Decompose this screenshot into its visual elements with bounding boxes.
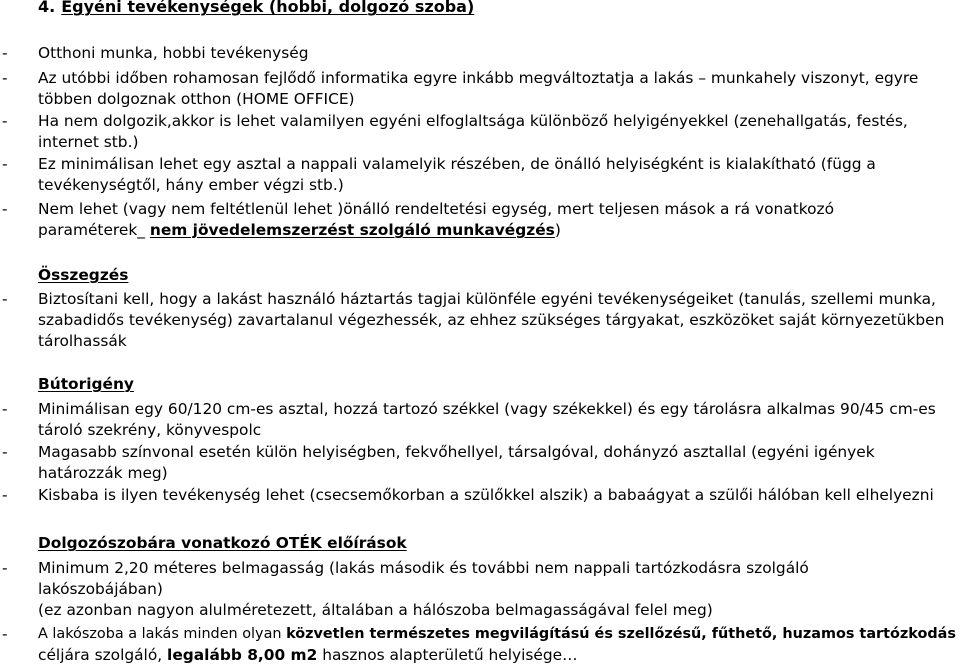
bullet-dash: - <box>2 400 8 418</box>
line-text: ) <box>554 221 561 239</box>
emphasis-text: legalább 8,00 m2 <box>167 646 318 664</box>
bullet-dash: - <box>2 200 8 218</box>
list-item-line: tevékenységtől, hány ember végzi stb.) <box>38 176 344 194</box>
section-heading: Összegzés <box>38 266 129 284</box>
note-text: (ez azonban nagyon alulméretezett, általában a hálószoba belmagasságával felel meg) <box>38 601 713 619</box>
emphasis-text: közvetlen természetes megvilágítású és szellőzésű, fűthető, huzamos tartózkodás <box>286 626 956 642</box>
list-item-line: Minimálisan egy 60/120 cm-es asztal, hozzá tartozó székkel (vagy székekkel) és egy tárolásra alkalmas 90/45 cm-es <box>38 400 936 418</box>
list-item-line: lakószobájában) <box>38 580 163 598</box>
list-item-line: Az utóbbi időben rohamosan fejlődő informatika egyre inkább megváltoztatja a lakás – munkahely viszonyt, egyre <box>38 69 919 87</box>
list-item-line: szabadidős tevékenység) zavartalanul végezhessék, az ehhez szükséges tárgyakat, eszközöket saját környezetükben <box>38 311 945 329</box>
list-item-line <box>38 624 956 645</box>
list-item-line: internet stb.) <box>38 133 139 151</box>
line-text: A lakószoba a lakás minden olyan <box>38 626 287 642</box>
section-number: 4. <box>38 0 56 16</box>
bullet-dash: - <box>2 625 8 643</box>
bullet-dash: - <box>2 443 8 461</box>
list-item-line <box>38 220 956 241</box>
list-item-line: Ez minimálisan lehet egy asztal a nappali valamelyik részében, de önálló helyiségként is kialakítható (függ a <box>38 155 876 173</box>
section-heading: Bútorigény <box>38 375 134 393</box>
list-item-line: Kisbaba is ilyen tevékenység lehet (csecsemőkorban a szülőkkel alszik) a babaágyat a szülői hálóban kell elhelyezni <box>38 486 934 504</box>
list-item-line: Minimum 2,20 méteres belmagasság (lakás második és további nem nappali tartózkodásra szolgáló <box>38 559 809 577</box>
bullet-dash: - <box>2 69 8 87</box>
list-item-line: Magasabb színvonal esetén külön helyiségben, fekvőhellyel, társalgóval, dohányzó asztallal (egyéni igények <box>38 443 875 461</box>
list-item-line: tárolhassák <box>38 332 127 350</box>
section-title-text: Egyéni tevékenységek (hobbi, dolgozó szoba) <box>61 0 475 16</box>
list-item-line: Nem lehet (vagy nem feltétlenül lehet )önálló rendeltetési egység, mert teljesen mások a rá vonatkozó <box>38 200 835 218</box>
bullet-dash: - <box>2 559 8 577</box>
list-item-line: Ha nem dolgozik,akkor is lehet valamilyen egyéni elfoglaltsága különböző helyigényekkel (zenehallgatás, festés, <box>38 112 908 130</box>
bullet-dash: - <box>2 290 8 308</box>
bullet-dash: - <box>2 486 8 504</box>
section-title <box>38 0 474 18</box>
list-item-line: tároló szekrény, könyvespolc <box>38 421 262 439</box>
line-text: céljára szolgáló, <box>38 646 168 664</box>
line-text: hasznos alapterületű helyisége… <box>317 646 578 664</box>
list-item-line: Otthoni munka, hobbi tevékenység <box>38 44 309 62</box>
bullet-dash: - <box>2 155 8 173</box>
list-item-line: Biztosítani kell, hogy a lakást használó háztartás tagjai különféle egyéni tevékenységeiket (tanulás, szellemi munka, <box>38 290 936 308</box>
list-item-line: többen dolgoznak otthon (HOME OFFICE) <box>38 90 355 108</box>
list-item-line: határozzák meg) <box>38 464 168 482</box>
list-item-line <box>38 645 956 666</box>
line-text: paraméterek_ <box>38 221 150 239</box>
bullet-dash: - <box>2 44 8 62</box>
section-heading: Dolgozószobára vonatkozó OTÉK előírások <box>38 534 407 552</box>
emphasis-text: nem jövedelemszerzést szolgáló munkavégzés <box>149 221 555 239</box>
bullet-dash: - <box>2 112 8 130</box>
